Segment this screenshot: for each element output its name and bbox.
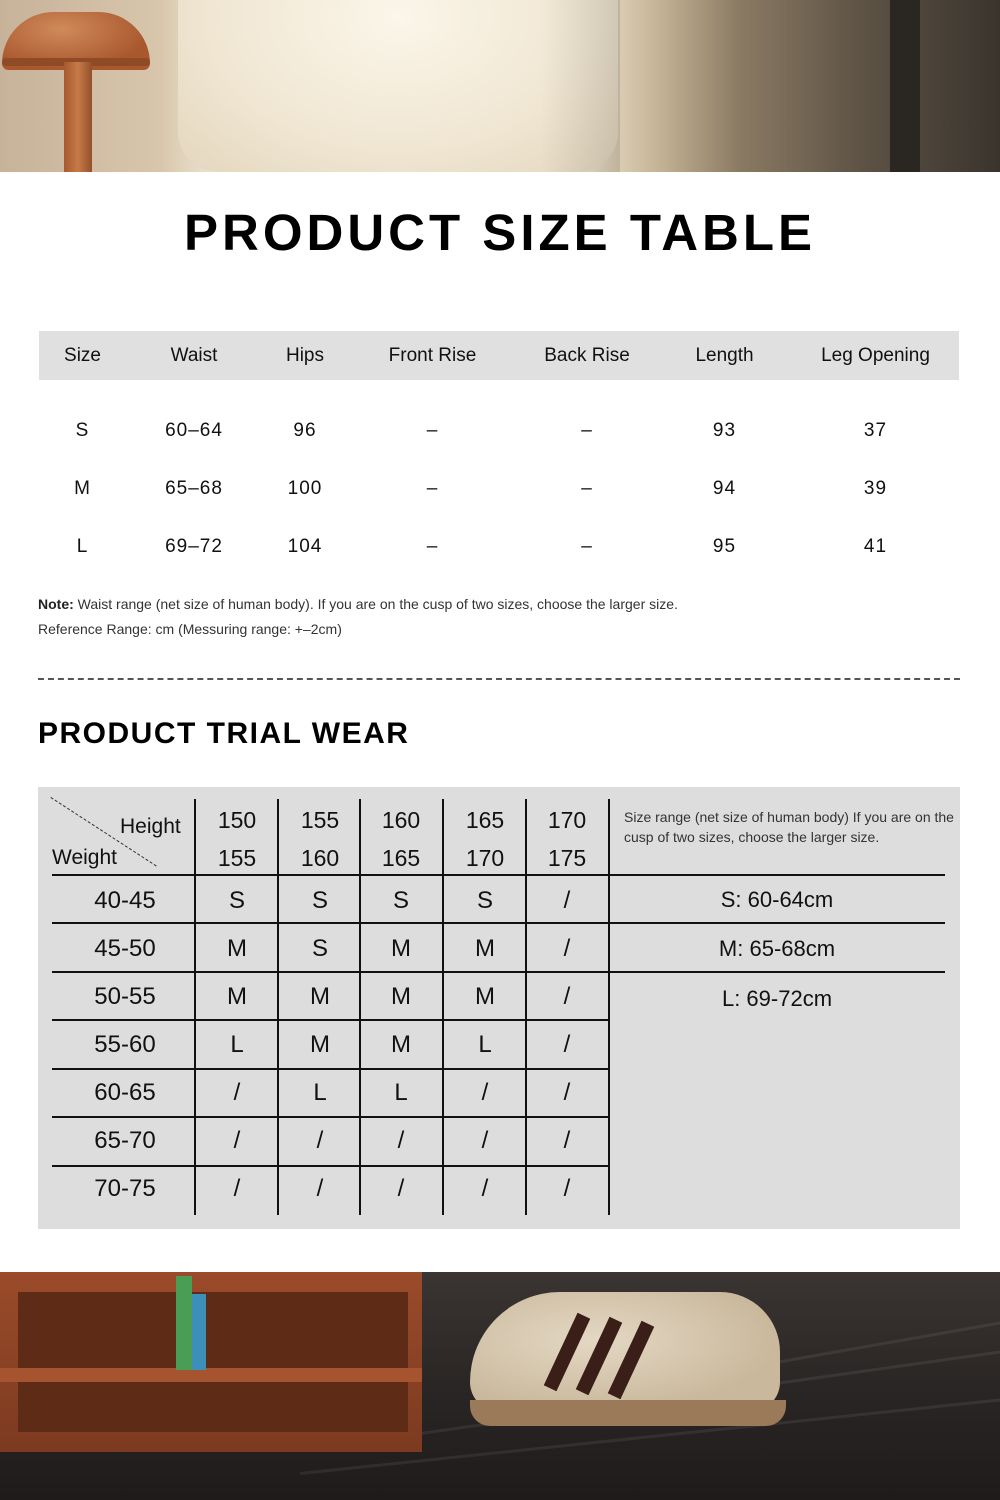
size-cell: / xyxy=(397,1127,405,1154)
size-cell: / xyxy=(563,1031,571,1058)
lamp-stem xyxy=(64,62,92,172)
size-cell: M xyxy=(227,983,247,1010)
size-cell: M xyxy=(310,983,330,1010)
header-size: Size xyxy=(64,344,101,366)
size-cell: S xyxy=(228,887,245,914)
header-length: Length xyxy=(695,344,754,366)
header-hips: Hips xyxy=(285,344,324,366)
header-leg-opening: Leg Opening xyxy=(821,344,930,366)
weight-row-label: 40-45 xyxy=(94,887,156,914)
size-cell: / xyxy=(563,983,571,1010)
table-row: S 60–64 96 – – 93 37 xyxy=(75,420,888,441)
weight-row-label: 70-75 xyxy=(94,1175,156,1202)
size-cell: / xyxy=(233,1127,241,1154)
page-title: PRODUCT SIZE TABLE xyxy=(183,204,817,261)
trial-wear-title: PRODUCT TRIAL WEAR xyxy=(38,717,410,750)
size-cell: S xyxy=(311,935,328,962)
size-cell: / xyxy=(563,1175,571,1202)
book xyxy=(176,1276,192,1370)
size-cell: L xyxy=(478,1031,492,1058)
weight-row-label: 65-70 xyxy=(94,1127,156,1154)
table-row: M 65–68 100 – – 94 39 xyxy=(74,478,888,499)
weight-row-label: 50-55 xyxy=(94,983,156,1010)
size-cell: L xyxy=(230,1031,244,1058)
size-cell: / xyxy=(316,1175,324,1202)
size-cell: / xyxy=(233,1079,241,1106)
weight-row-label: 60-65 xyxy=(94,1079,156,1106)
header-front-rise: Front Rise xyxy=(388,344,477,366)
size-range-note: Size range (net size of human body) If you are on the cusp of two sizes, choose the larger size. xyxy=(624,809,954,845)
weight-axis-label: Weight xyxy=(52,846,117,869)
size-cell: / xyxy=(563,1079,571,1106)
size-cell: / xyxy=(481,1175,489,1202)
size-cell: / xyxy=(563,887,571,914)
size-cell: M xyxy=(391,935,411,962)
size-cell: / xyxy=(397,1175,405,1202)
range-m: M: 65-68cm xyxy=(718,936,836,961)
size-cell: / xyxy=(481,1127,489,1154)
size-cell: / xyxy=(316,1127,324,1154)
range-s: S: 60-64cm xyxy=(720,887,834,912)
size-cell: S xyxy=(476,887,493,914)
size-cell: M xyxy=(310,1031,330,1058)
height-col-170: 170 175 xyxy=(547,807,587,871)
section-divider xyxy=(38,678,960,680)
reference-range: Reference Range: cm (Messuring range: +–2cm) xyxy=(38,621,342,637)
size-cell: S xyxy=(392,887,409,914)
size-table-header xyxy=(39,331,959,380)
weight-row-label: 45-50 xyxy=(94,935,156,962)
height-col-155: 155 160 xyxy=(300,807,340,871)
size-cell: M xyxy=(475,935,495,962)
size-cell: M xyxy=(391,1031,411,1058)
size-cell: M xyxy=(227,935,247,962)
top-product-photo xyxy=(0,0,1000,172)
size-cell: L xyxy=(313,1079,327,1106)
size-cell: S xyxy=(311,887,328,914)
size-cell: L xyxy=(394,1079,408,1106)
height-axis-label: Height xyxy=(120,815,181,838)
bottom-product-photo xyxy=(0,1272,1000,1500)
sneaker xyxy=(470,1292,780,1412)
weight-row-label: 55-60 xyxy=(94,1031,156,1058)
size-note xyxy=(38,596,678,612)
size-cell: M xyxy=(391,983,411,1010)
trial-wear-table xyxy=(38,787,960,1229)
note-text: Waist range (net size of human body). If you are on the cusp of two sizes, choose the larger size. xyxy=(73,596,678,612)
note-label: Note: xyxy=(38,596,74,612)
table-row: L 69–72 104 – – 95 41 xyxy=(76,536,888,557)
sneaker-sole xyxy=(470,1400,786,1426)
door-frame xyxy=(890,0,920,172)
size-cell: / xyxy=(481,1079,489,1106)
header-waist: Waist xyxy=(170,344,218,366)
height-col-150: 150 155 xyxy=(217,807,257,871)
size-cell: / xyxy=(563,1127,571,1154)
range-l: L: 69-72cm xyxy=(721,986,833,1011)
size-cell: / xyxy=(233,1175,241,1202)
header-back-rise: Back Rise xyxy=(544,344,630,366)
height-col-160: 160 165 xyxy=(381,807,421,871)
size-cell: M xyxy=(475,983,495,1010)
book xyxy=(192,1294,206,1370)
height-col-165: 165 170 xyxy=(465,807,505,871)
size-cell: / xyxy=(563,935,571,962)
